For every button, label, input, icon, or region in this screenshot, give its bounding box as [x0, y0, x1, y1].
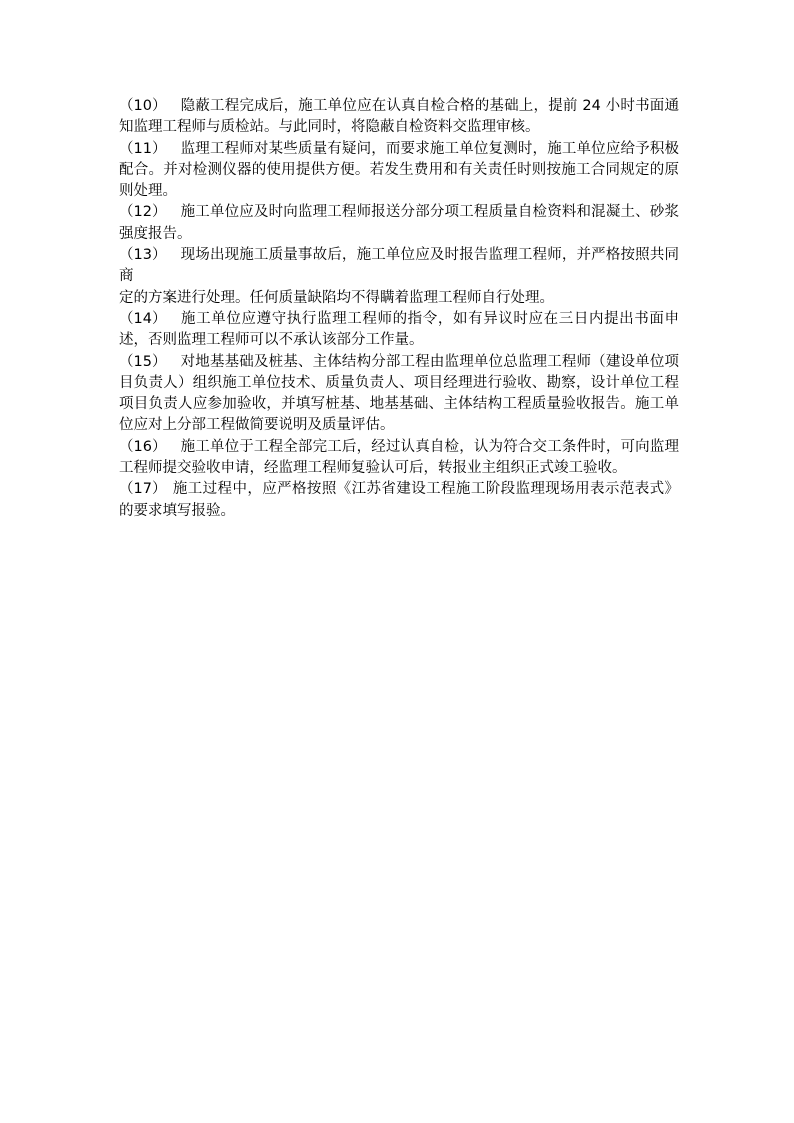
paragraph-text: 对地基基础及桩基、主体结构分部工程由监理单位总监理工程师（建设单位项目负责人）组织施工单位技术、质量负责人、项目经理进行验收、勘察，设计单位工程项目负责人应参加验收，并填写桩基、地基基础、主体结构工程质量验收报告。施工单位应对上分部工程做简要说明及质量评估。 [119, 353, 679, 434]
document-body [119, 96, 679, 522]
paragraph-text: 监理工程师对某些质量有疑问，而要求施工单位复测时，施工单位应给予积极配合。并对检测仪器的使用提供方便。若发生费用和有关责任时则按施工合同规定的原则处理。 [119, 140, 679, 200]
paragraph-text-line1: 现场出现施工质量事故后，施工单位应及时报告监理工程师，并严格按照共同商 [119, 247, 679, 285]
paragraph-number: （10） [119, 98, 167, 114]
paragraph-11 [119, 139, 679, 203]
paragraph-text: 施工单位于工程全部完工后，经过认真自检，认为符合交工条件时，可向监理工程师提交验收申请，经监理工程师复验认可后，转报业主组织正式竣工验收。 [119, 438, 679, 477]
paragraph-12 [119, 202, 679, 245]
paragraph-13 [119, 245, 679, 288]
paragraph-number: （15） [119, 353, 167, 370]
paragraph-16 [119, 437, 679, 480]
paragraph-10 [119, 96, 679, 139]
paragraph-text: 施工单位应及时向监理工程师报送分部分项工程质量自检资料和混凝土、砂浆强度报告。 [119, 204, 679, 242]
paragraph-number: （12） [119, 204, 167, 221]
paragraph-15 [119, 352, 679, 437]
paragraph-17 [119, 479, 679, 522]
paragraph-14 [119, 309, 679, 352]
paragraph-number: （14） [119, 310, 167, 327]
paragraph-text: 隐蔽工程完成后，施工单位应在认真自检合格的基础上，提前 24 小时书面通知监理工程师与质检站。与此同时，将隐蔽自检资料交监理审核。 [119, 98, 679, 136]
paragraph-number: （11） [119, 140, 167, 157]
paragraph-text-line2: 定的方案进行处理。任何质量缺陷均不得瞒着监理工程师自行处理。 [119, 289, 554, 306]
paragraph-text: 施工过程中，应严格按照《江苏省建设工程施工阶段监理现场用表示范表式》的要求填写报验。 [119, 481, 679, 519]
paragraph-13-continued [119, 288, 679, 309]
paragraph-number: （13） [119, 247, 167, 264]
paragraph-text: 施工单位应遵守执行监理工程师的指令，如有异议时应在三日内提出书面申述，否则监理工程师可以不承认该部分工作量。 [119, 310, 679, 349]
paragraph-number: （17） [119, 481, 167, 498]
paragraph-number: （16） [119, 438, 167, 455]
